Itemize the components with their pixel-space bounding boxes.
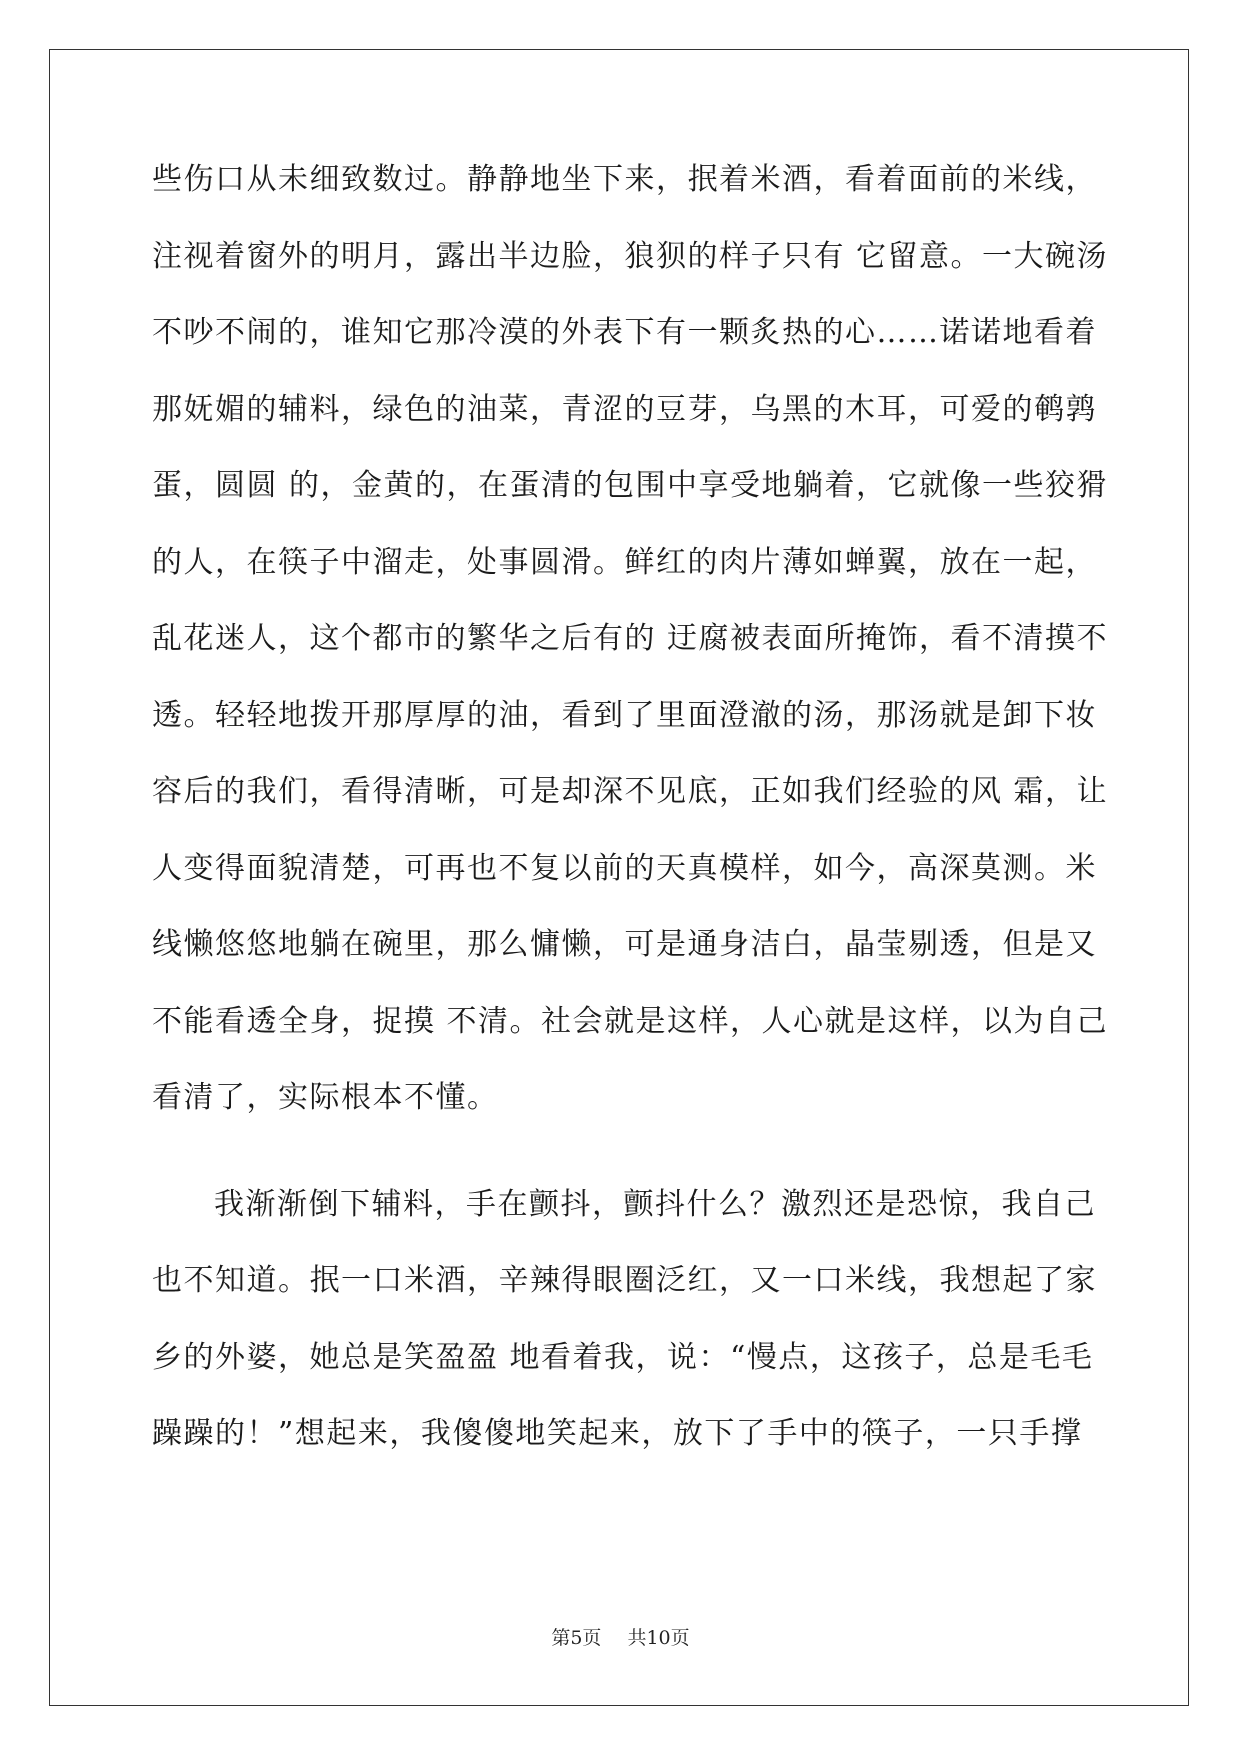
text-line: 透。轻轻地拨开那厚厚的油，看到了里面澄澈的汤，那汤就是卸下妆 [152, 697, 1097, 733]
text-line: 线懒悠悠地躺在碗里，那么慵懒，可是通身洁白，晶莹剔透，但是又 [152, 927, 1097, 962]
text-line: 人变得面貌清楚，可再也不复以前的天真模样，如今，高深莫测。米 [152, 850, 1097, 886]
paragraph-1 [152, 158, 1109, 1153]
paragraph-2 [152, 1183, 1097, 1489]
text-line: 也不知道。抿一口米酒，辛辣得眼圈泛红，又一口米线，我想起了家 [152, 1263, 1097, 1298]
text-line: 容后的我们，看得清晰，可是却深不见底，正如我们经验的风 霜，让 [152, 774, 1109, 809]
text-line: 不吵不闹的，谁知它那冷漠的外表下有一颗炙热的心……诺诺地看着 [152, 315, 1097, 350]
body-text [152, 158, 1109, 1489]
text-line: 乱花迷人，这个都市的繁华之后有的 迂腐被表面所掩饰，看不清摸不 [152, 621, 1109, 656]
text-line: 不能看透全身，捉摸 不清。社会就是这样，人心就是这样，以为自己 [152, 1003, 1109, 1039]
page-total: 共10页 [627, 1627, 690, 1649]
text-line: 乡的外婆，她总是笑盈盈 地看着我，说：“慢点，这孩子，总是毛毛 [152, 1339, 1094, 1375]
text-line: 看清了，实际根本不懂。 [152, 1080, 499, 1115]
text-line: 蛋，圆圆 的，金黄的，在蛋清的包围中享受地躺着，它就像一些狡猾 [152, 468, 1109, 503]
text-line: 躁躁的！”想起来，我傻傻地笑起来，放下了手中的筷子，一只手撑 [152, 1416, 1083, 1451]
paragraph-gap [152, 1153, 1092, 1183]
text-line: 我渐渐倒下辅料，手在颤抖，颤抖什么？激烈还是恐惊，我自己 [214, 1186, 1096, 1222]
text-line: 那妩媚的辅料，绿色的油菜，青涩的豆芽，乌黑的木耳，可爱的鹌鹑 [152, 391, 1097, 427]
text-line: 的人，在筷子中溜走，处事圆滑。鲜红的肉片薄如蝉翼，放在一起， [152, 544, 1097, 580]
text-line: 些伤口从未细致数过。静静地坐下来，抿着米酒，看着面前的米线， [152, 162, 1097, 197]
page-footer [0, 1623, 1241, 1650]
page-number: 第5页 [551, 1627, 602, 1649]
text-line: 注视着窗外的明月，露出半边脸，狼狈的样子只有 它留意。一大碗汤 [152, 238, 1109, 274]
